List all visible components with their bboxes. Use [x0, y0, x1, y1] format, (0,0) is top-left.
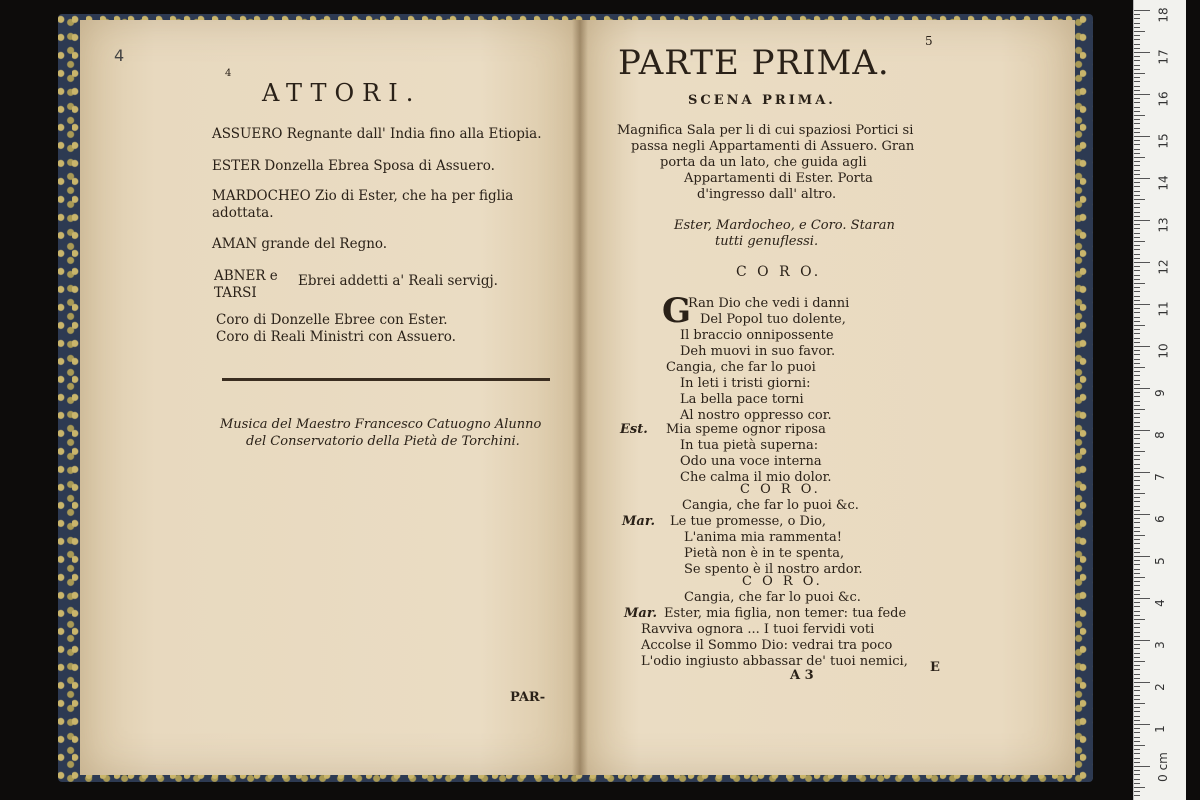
- ruler-tick: [1134, 774, 1140, 775]
- ruler-tick: [1134, 216, 1140, 217]
- ruler-tick: [1134, 661, 1145, 662]
- ruler-tick: [1134, 333, 1140, 334]
- ruler-tick: [1134, 434, 1140, 435]
- ruler-tick: [1134, 237, 1140, 238]
- credit-line-2: del Conservatorio della Pietà de Torchini.: [246, 434, 520, 449]
- coro3-line: Cangia, che far lo puoi &c.: [684, 590, 861, 605]
- separator-rule: [222, 378, 550, 381]
- ruler-tick: [1134, 224, 1140, 225]
- ruler-tick: [1134, 564, 1140, 565]
- coro-heading: C O R O.: [736, 264, 822, 280]
- ruler-tick: [1134, 90, 1140, 91]
- ruler-tick: [1134, 560, 1140, 561]
- ruler-tick: [1134, 422, 1140, 423]
- ruler-tick: [1134, 770, 1140, 771]
- ruler-tick: [1134, 615, 1140, 616]
- ruler-tick: [1134, 144, 1140, 145]
- ruler-tick: [1134, 514, 1150, 515]
- ruler-tick: [1134, 157, 1145, 158]
- ruler-tick: [1134, 766, 1150, 767]
- ruler-tick: [1134, 745, 1145, 746]
- ruler-tick: [1134, 501, 1140, 502]
- ruler-tick: [1134, 346, 1150, 347]
- mar2-line-3: Accolse il Sommo Dio: vedrai tra poco: [641, 638, 893, 653]
- ruler-tick: [1134, 779, 1140, 780]
- ruler-tick: [1134, 732, 1140, 733]
- ruler-tick: [1134, 594, 1140, 595]
- ruler-tick: [1134, 598, 1150, 599]
- ruler-tick: [1134, 140, 1140, 141]
- ruler-tick: [1134, 149, 1140, 150]
- ruler-tick: [1134, 35, 1140, 36]
- ruler-tick: [1134, 640, 1150, 641]
- ruler-tick: [1134, 77, 1140, 78]
- ruler-tick: [1134, 464, 1140, 465]
- ruler-tick: [1134, 392, 1140, 393]
- ruler-tick: [1134, 115, 1145, 116]
- ruler-tick: [1134, 18, 1140, 19]
- ruler-tick: [1134, 590, 1140, 591]
- ruler-tick: [1134, 401, 1140, 402]
- coro-line-8: Al nostro oppresso cor.: [680, 408, 832, 423]
- ruler-tick: [1134, 312, 1140, 313]
- ruler-tick: [1134, 10, 1150, 11]
- ruler-tick: [1134, 199, 1145, 200]
- ruler-tick: [1134, 338, 1140, 339]
- ruler-tick: [1134, 111, 1140, 112]
- ruler-tick: [1134, 632, 1140, 633]
- ruler-tick: [1134, 342, 1140, 343]
- cast-abner: ABNER e: [214, 268, 278, 284]
- ruler-tick: [1134, 619, 1145, 620]
- ruler-tick: [1134, 585, 1140, 586]
- ruler-tick: [1134, 44, 1140, 45]
- ruler-tick: [1134, 279, 1140, 280]
- ruler-tick: [1134, 228, 1140, 229]
- ruler-tick: [1134, 48, 1140, 49]
- stage-direction-2: tutti genuflessi.: [715, 234, 819, 249]
- ruler-tick: [1134, 123, 1140, 124]
- ruler-tick: [1134, 136, 1150, 137]
- ruler-tick: [1134, 405, 1140, 406]
- signature-mark: A 3: [790, 668, 814, 683]
- ruler-number: 9: [1152, 389, 1167, 397]
- cast-coro-donzelle: Coro di Donzelle Ebree con Ester.: [216, 312, 448, 328]
- ruler-tick: [1134, 182, 1140, 183]
- ruler-tick: [1134, 39, 1140, 40]
- ruler-tick: [1134, 703, 1145, 704]
- ruler-tick: [1134, 283, 1145, 284]
- ruler-tick: [1134, 556, 1150, 557]
- ruler-tick: [1134, 388, 1150, 389]
- ruler-tick: [1134, 413, 1140, 414]
- coro-line-5: Cangia, che far lo puoi: [666, 360, 816, 375]
- ruler-tick: [1134, 304, 1150, 305]
- ruler-number: 5: [1152, 557, 1167, 565]
- ruler-tick: [1134, 531, 1140, 532]
- ruler-tick: [1134, 716, 1140, 717]
- ruler-tick: [1134, 359, 1140, 360]
- ruler-tick: [1134, 132, 1140, 133]
- est-line-2: In tua pietà superna:: [680, 438, 819, 453]
- ruler-tick: [1134, 31, 1145, 32]
- ruler-tick: [1134, 472, 1150, 473]
- ruler-tick: [1134, 409, 1145, 410]
- ruler-tick: [1134, 203, 1140, 204]
- ruler-tick: [1134, 728, 1140, 729]
- cast-aman: AMAN grande del Regno.: [212, 236, 388, 252]
- ruler-number: 12: [1156, 259, 1171, 275]
- catchword: PAR-: [510, 690, 546, 705]
- ruler-tick: [1134, 178, 1150, 179]
- ruler-tick: [1134, 186, 1140, 187]
- ruler-number: 1: [1152, 725, 1167, 733]
- ruler-number: 18: [1156, 7, 1171, 23]
- ruler-number: 8: [1152, 431, 1167, 439]
- est-line-3: Odo una voce interna: [680, 454, 822, 469]
- ruler-tick: [1134, 724, 1150, 725]
- ruler-number: 2: [1152, 683, 1167, 691]
- speaker-mar-2: Mar.: [624, 606, 657, 621]
- coro-line-4: Deh muovi in suo favor.: [680, 344, 836, 359]
- ruler-tick: [1134, 233, 1140, 234]
- ruler-tick: [1134, 300, 1140, 301]
- ruler-number: 14: [1156, 175, 1171, 191]
- ruler-tick: [1134, 270, 1140, 271]
- setting-line-4: Appartamenti di Ester. Porta: [684, 171, 873, 186]
- ruler-tick: [1134, 94, 1150, 95]
- ruler-tick: [1134, 102, 1140, 103]
- ruler-tick: [1134, 254, 1140, 255]
- right-page-number: 5: [925, 34, 933, 48]
- ruler-tick: [1134, 438, 1140, 439]
- ruler-tick: [1134, 367, 1145, 368]
- cast-mardocheo-cont: adottata.: [212, 205, 274, 221]
- ruler-tick: [1134, 380, 1140, 381]
- drop-cap-initial: G: [662, 291, 692, 331]
- ruler-tick: [1134, 749, 1140, 750]
- ruler-tick: [1134, 699, 1140, 700]
- ruler-tick: [1134, 98, 1140, 99]
- speaker-est: Est.: [620, 422, 648, 437]
- ruler-number: 7: [1152, 473, 1167, 481]
- ruler-tick: [1134, 581, 1140, 582]
- ruler-tick: [1134, 107, 1140, 108]
- ruler-tick: [1134, 480, 1140, 481]
- ruler-tick: [1134, 762, 1140, 763]
- ruler-tick: [1134, 207, 1140, 208]
- cast-ebrei: Ebrei addetti a' Reali servigj.: [298, 273, 498, 289]
- ruler-tick: [1134, 569, 1140, 570]
- ruler-tick: [1134, 577, 1145, 578]
- handwritten-page-number: 4: [114, 46, 125, 65]
- ruler-tick: [1134, 325, 1145, 326]
- ruler-tick: [1134, 493, 1145, 494]
- ruler-tick: [1134, 329, 1140, 330]
- ruler-tick: [1134, 552, 1140, 553]
- ruler-tick: [1134, 262, 1150, 263]
- ruler-tick: [1134, 27, 1140, 28]
- ruler-tick: [1134, 384, 1140, 385]
- mar-line-3: Pietà non è in te spenta,: [684, 546, 845, 561]
- ruler-tick: [1134, 321, 1140, 322]
- ruler-tick: [1134, 275, 1140, 276]
- ruler-tick: [1134, 308, 1140, 309]
- ruler-tick: [1134, 447, 1140, 448]
- mar-line-1: Le tue promesse, o Dio,: [670, 514, 827, 529]
- coro2-line: Cangia, che far lo puoi &c.: [682, 498, 859, 513]
- ruler-tick: [1134, 539, 1140, 540]
- ruler-tick: [1134, 573, 1140, 574]
- ruler-tick: [1134, 245, 1140, 246]
- parte-prima-title: PARTE PRIMA.: [618, 43, 890, 83]
- ruler-tick: [1134, 451, 1145, 452]
- mar2-line-1: Ester, mia figlia, non temer: tua fede: [664, 606, 907, 621]
- setting-line-3: porta da un lato, che guida agli: [660, 155, 867, 170]
- ruler-tick: [1134, 611, 1140, 612]
- ruler-tick: [1134, 653, 1140, 654]
- ruler-tick: [1134, 212, 1140, 213]
- ruler-tick: [1134, 119, 1140, 120]
- mar-line-2: L'anima mia rammenta!: [684, 530, 842, 545]
- ruler-tick: [1134, 678, 1140, 679]
- ruler-tick: [1134, 665, 1140, 666]
- setting-line-1: Magnifica Sala per li di cui spaziosi Portici si: [617, 123, 914, 138]
- coro-line-3: Il braccio onnipossente: [680, 328, 834, 343]
- ruler-tick: [1134, 459, 1140, 460]
- ruler-tick: [1134, 644, 1140, 645]
- ruler-tick: [1134, 81, 1140, 82]
- ruler-tick: [1134, 258, 1140, 259]
- coro-heading-3: C O R O.: [742, 574, 823, 589]
- ruler-tick: [1134, 153, 1140, 154]
- ruler-tick: [1134, 737, 1140, 738]
- ruler-tick: [1134, 489, 1140, 490]
- ruler-tick: [1134, 695, 1140, 696]
- ruler-tick: [1134, 791, 1140, 792]
- ruler-number: 3: [1152, 641, 1167, 649]
- coro-line-6: In leti i tristi giorni:: [680, 376, 811, 391]
- ruler-number: 10: [1156, 343, 1171, 359]
- est-line-4: Che calma il mio dolor.: [680, 470, 832, 485]
- credit-line-1: Musica del Maestro Francesco Catuogno Alunno: [220, 417, 542, 432]
- cast-mardocheo: MARDOCHEO Zio di Ester, che ha per figlia: [212, 188, 514, 204]
- ruler-tick: [1134, 682, 1150, 683]
- ruler-tick: [1134, 741, 1140, 742]
- ruler-tick: [1134, 371, 1140, 372]
- ruler-tick: [1134, 648, 1140, 649]
- ruler-tick: [1134, 86, 1140, 87]
- ruler-tick: [1134, 174, 1140, 175]
- ruler-tick: [1134, 497, 1140, 498]
- ruler-tick: [1134, 753, 1140, 754]
- ruler-number: 0 cm: [1155, 752, 1170, 782]
- ruler-tick: [1134, 527, 1140, 528]
- ruler-number: 16: [1156, 91, 1171, 107]
- cast-coro-ministri: Coro di Reali Ministri con Assuero.: [216, 329, 456, 345]
- ruler-tick: [1134, 170, 1140, 171]
- ruler-tick: [1134, 787, 1145, 788]
- ruler-tick: [1134, 69, 1140, 70]
- ruler-tick: [1134, 758, 1140, 759]
- ruler-tick: [1134, 350, 1140, 351]
- ruler-tick: [1134, 14, 1140, 15]
- ruler-tick: [1134, 375, 1140, 376]
- ruler-tick: [1134, 506, 1140, 507]
- ruler-tick: [1134, 707, 1140, 708]
- ruler-tick: [1134, 56, 1140, 57]
- mar2-line-4: L'odio ingiusto abbassar de' tuoi nemici,: [641, 654, 908, 669]
- ruler-tick: [1134, 23, 1140, 24]
- coro-line-7: La bella pace torni: [680, 392, 804, 407]
- ruler-tick: [1134, 522, 1140, 523]
- coro-line-1: Ran Dio che vedi i danni: [688, 296, 850, 311]
- ruler-tick: [1134, 455, 1140, 456]
- ruler-tick: [1134, 543, 1140, 544]
- setting-line-2: passa negli Appartamenti di Assuero. Gran: [631, 139, 915, 154]
- ruler-tick: [1134, 430, 1150, 431]
- measurement-ruler: [1133, 0, 1186, 800]
- ruler-tick: [1134, 165, 1140, 166]
- ruler-tick: [1134, 363, 1140, 364]
- ruler-tick: [1134, 191, 1140, 192]
- ruler-tick: [1134, 426, 1140, 427]
- ruler-number: 15: [1156, 133, 1171, 149]
- ruler-number: 13: [1156, 217, 1171, 233]
- book-gutter: [572, 20, 588, 775]
- stage-direction-1: Ester, Mardocheo, e Coro. Staran: [674, 218, 895, 233]
- ruler-tick: [1134, 602, 1140, 603]
- ruler-tick: [1134, 396, 1140, 397]
- ruler-tick: [1134, 468, 1140, 469]
- ruler-tick: [1134, 287, 1140, 288]
- scena-prima: SCENA PRIMA.: [688, 93, 836, 108]
- ruler-tick: [1134, 669, 1140, 670]
- ruler-tick: [1134, 128, 1140, 129]
- ruler-tick: [1134, 720, 1140, 721]
- est-line-1: Mia speme ognor riposa: [666, 422, 826, 437]
- ruler-tick: [1134, 657, 1140, 658]
- ruler-tick: [1134, 317, 1140, 318]
- ruler-tick: [1134, 795, 1140, 796]
- ruler-tick: [1134, 674, 1140, 675]
- coro-line-2: Del Popol tuo dolente,: [700, 312, 846, 327]
- ruler-tick: [1134, 354, 1140, 355]
- ruler-tick: [1134, 535, 1145, 536]
- ruler-tick: [1134, 548, 1140, 549]
- catch-letter: E: [930, 660, 940, 675]
- ruler-number: 4: [1152, 599, 1167, 607]
- coro-heading-2: C O R O.: [740, 482, 821, 497]
- speaker-mar: Mar.: [622, 514, 655, 529]
- ruler-tick: [1134, 686, 1140, 687]
- ruler-tick: [1134, 195, 1140, 196]
- ruler-tick: [1134, 73, 1145, 74]
- ruler-tick: [1134, 485, 1140, 486]
- ruler-number: 6: [1152, 515, 1167, 523]
- ruler-tick: [1134, 65, 1140, 66]
- ruler-tick: [1134, 241, 1145, 242]
- ruler-tick: [1134, 443, 1140, 444]
- ruler-tick: [1134, 266, 1140, 267]
- ruler-number: 17: [1156, 49, 1171, 65]
- ruler-tick: [1134, 627, 1140, 628]
- mar2-line-2: Ravviva ognora ... I tuoi fervidi voti: [641, 622, 875, 637]
- cast-assuero: ASSUERO Regnante dall' India fino alla Etiopia.: [212, 126, 542, 142]
- ruler-tick: [1134, 417, 1140, 418]
- ruler-tick: [1134, 249, 1140, 250]
- ruler-tick: [1134, 783, 1140, 784]
- attori-title: ATTORI.: [262, 79, 422, 107]
- ruler-tick: [1134, 623, 1140, 624]
- ruler-tick: [1134, 636, 1140, 637]
- mar-line-4: Se spento è il nostro ardor.: [684, 562, 863, 577]
- ruler-tick: [1134, 711, 1140, 712]
- ruler-tick: [1134, 52, 1150, 53]
- ruler-tick: [1134, 518, 1140, 519]
- ruler-tick: [1134, 690, 1140, 691]
- ruler-tick: [1134, 606, 1140, 607]
- ruler-tick: [1134, 220, 1150, 221]
- left-page-number: 4: [225, 68, 232, 79]
- ruler-tick: [1134, 296, 1140, 297]
- ruler-tick: [1134, 476, 1140, 477]
- ruler-tick: [1134, 161, 1140, 162]
- cast-ester: ESTER Donzella Ebrea Sposa di Assuero.: [212, 158, 495, 174]
- ruler-number: 11: [1156, 301, 1171, 317]
- ruler-tick: [1134, 291, 1140, 292]
- ruler-tick: [1134, 510, 1140, 511]
- cast-tarsi: TARSI: [214, 285, 257, 301]
- ruler-tick: [1134, 60, 1140, 61]
- setting-line-5: d'ingresso dall' altro.: [697, 187, 837, 202]
